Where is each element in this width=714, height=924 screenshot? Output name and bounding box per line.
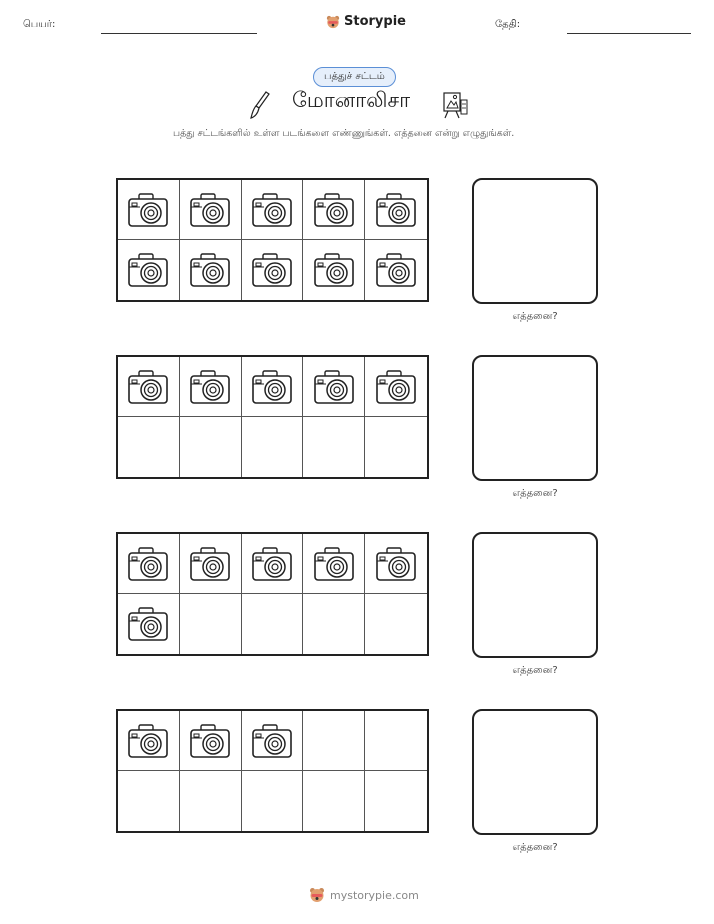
frame-cell [180,711,242,771]
frame-cell [242,417,304,477]
frame-cell [180,594,242,654]
camera-icon [188,190,232,230]
frame-cell [118,771,180,831]
ten-frame-2 [116,355,429,479]
camera-icon [126,604,170,644]
frame-cell [303,180,365,240]
frame-cell [365,534,427,594]
frame-cell [303,594,365,654]
camera-icon [250,250,294,290]
camera-icon [126,367,170,407]
ten-frame-1 [116,178,429,302]
camera-icon [250,190,294,230]
name-label: பெயர்: [23,19,56,30]
camera-icon [312,190,356,230]
camera-icon [374,544,418,584]
bear-icon [309,887,325,903]
frame-cell [118,534,180,594]
ten-frame-4 [116,709,429,833]
page-title: மோனாலிசா [292,88,411,112]
camera-icon [188,367,232,407]
camera-icon [312,544,356,584]
frame-cell [303,711,365,771]
date-line[interactable] [567,33,691,34]
camera-icon [188,250,232,290]
frame-cell [118,417,180,477]
frame-cell [365,240,427,300]
easel-painting-icon [440,90,470,120]
bear-icon [326,15,340,29]
frame-cell [365,771,427,831]
frame-cell [118,711,180,771]
camera-icon [250,544,294,584]
frame-cell [365,417,427,477]
frame-cell [242,240,304,300]
frame-cell [242,180,304,240]
how-many-label-1: எத்தனை? [512,311,558,322]
frame-cell [365,594,427,654]
frame-cell [118,180,180,240]
camera-icon [250,721,294,761]
answer-box-4[interactable] [472,709,598,835]
worksheet-type-badge: பத்துச் சட்டம் [313,67,396,87]
frame-cell [180,417,242,477]
frame-cell [303,240,365,300]
frame-cell [180,357,242,417]
frame-cell [242,594,304,654]
answer-box-2[interactable] [472,355,598,481]
frame-cell [180,534,242,594]
frame-cell [242,534,304,594]
frame-cell [365,180,427,240]
instructions-text: பத்து சட்டங்களில் உள்ள படங்களை எண்ணுங்கள். எத்தனை என்று எழுதுங்கள். [173,128,515,139]
paintbrush-icon [249,90,271,120]
frame-cell [365,711,427,771]
camera-icon [126,190,170,230]
how-many-label-4: எத்தனை? [512,842,558,853]
camera-icon [126,721,170,761]
how-many-label-3: எத்தனை? [512,665,558,676]
name-line[interactable] [101,33,257,34]
camera-icon [126,544,170,584]
camera-icon [126,250,170,290]
frame-cell [365,357,427,417]
frame-cell [303,417,365,477]
frame-cell [180,240,242,300]
ten-frame-3 [116,532,429,656]
brand-name: Storypie [344,14,406,29]
frame-cell [180,771,242,831]
camera-icon [374,250,418,290]
brand-logo [326,14,406,29]
how-many-label-2: எத்தனை? [512,488,558,499]
frame-cell [303,771,365,831]
camera-icon [250,367,294,407]
frame-cell [180,180,242,240]
frame-cell [118,240,180,300]
frame-cell [303,534,365,594]
camera-icon [312,367,356,407]
frame-cell [242,771,304,831]
frame-cell [242,357,304,417]
frame-cell [242,711,304,771]
frame-cell [303,357,365,417]
footer [309,887,419,903]
date-label: தேதி: [495,19,521,30]
footer-site: mystorypie.com [330,888,419,902]
frame-cell [118,594,180,654]
camera-icon [374,367,418,407]
frame-cell [118,357,180,417]
camera-icon [188,544,232,584]
camera-icon [374,190,418,230]
camera-icon [312,250,356,290]
camera-icon [188,721,232,761]
answer-box-1[interactable] [472,178,598,304]
answer-box-3[interactable] [472,532,598,658]
